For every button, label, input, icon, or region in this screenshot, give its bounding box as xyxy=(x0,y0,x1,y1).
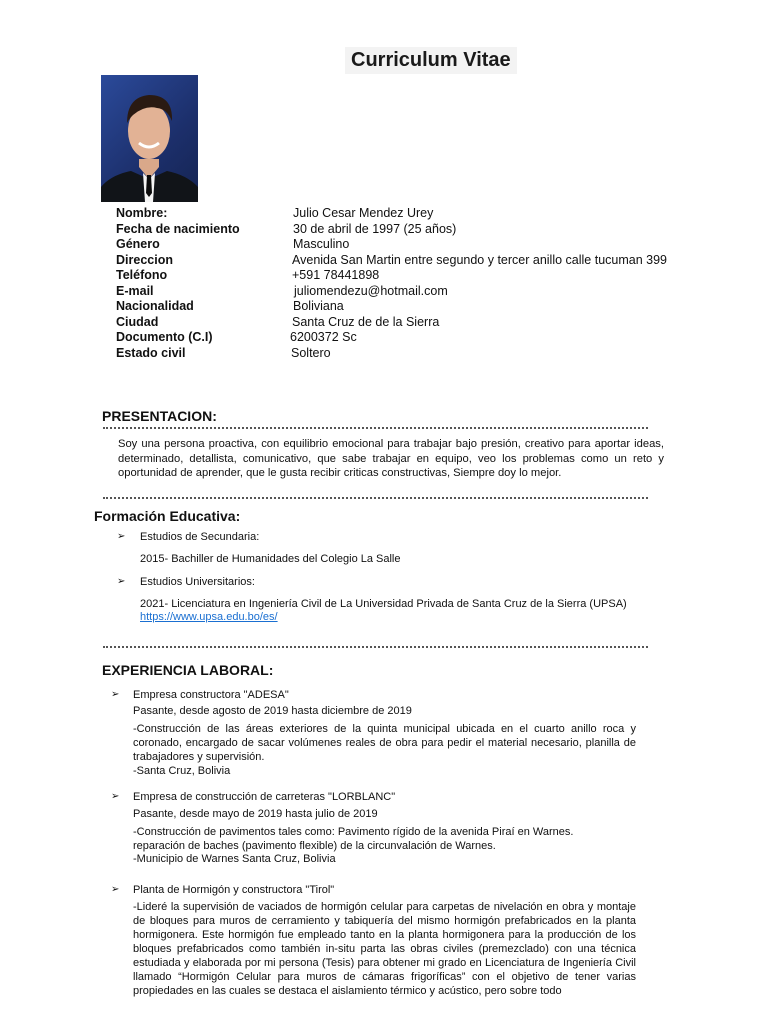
arrow-bullet-icon: ➢ xyxy=(117,531,126,542)
job-period: Pasante, desde agosto de 2019 hasta diciembre de 2019 xyxy=(133,705,412,717)
experiencia-heading: EXPERIENCIA LABORAL: xyxy=(102,662,274,678)
job-period: Pasante, desde mayo de 2019 hasta julio de 2019 xyxy=(133,808,378,820)
education-detail: 2021- Licenciatura en Ingeniería Civil de La Universidad Privada de Santa Cruz de la Sierra (UPSA) xyxy=(140,598,627,610)
job-description: -Construcción de las áreas exteriores de la quinta municipal ubicada en el cuarto anillo roca y coronado, encargado de sacar volúmenes reales de obra para pedir el material necesario, planilla de trabajadores y supervisión. xyxy=(133,723,636,763)
info-label: Género xyxy=(116,237,160,251)
info-row-email xyxy=(0,284,768,300)
arrow-bullet-icon: ➢ xyxy=(117,576,126,587)
info-row-genero xyxy=(0,237,768,253)
info-value: Masculino xyxy=(293,237,350,251)
arrow-bullet-icon: ➢ xyxy=(111,791,120,802)
upsa-link[interactable]: https://www.upsa.edu.bo/es/ xyxy=(140,611,278,623)
job-company: Empresa de construcción de carreteras "LORBLANC" xyxy=(133,791,396,803)
info-label: Teléfono xyxy=(116,268,168,282)
divider xyxy=(103,497,648,499)
job-description: -Construcción de pavimentos tales como: Pavimento rígido de la avenida Piraí en Warnes. reparación de baches (pavimento flexible) de la circunvalación de Warnes. xyxy=(133,826,574,852)
info-row-telefono xyxy=(0,268,768,284)
job-description: -Lideré la supervisión de vaciados de hormigón celular para carpetas de nivelación en obra y montaje de bloques para muros de cerramiento y tabiquería del mismo hormigón prefabricados en la planta hormigonera. Este hormigón fue empleado tanto en la planta hormigonera para la producción de los bloques prefabricados como también in-situ parta las obras civiles (premezclado) con una técnica estudiada y elaborada por mi persona (Tesis) para obtener mi grado en Licenciatura de Ingeniería Civil llamado “Hormigón Celular para muros de cámaras frigoríficas” con el objetivo de tener varias propiedades en las cuales se destaca el aislamiento térmico y acústico, pero sobre todo xyxy=(133,901,636,997)
info-label: Estado civil xyxy=(116,345,186,360)
email-link[interactable]: juliomendezu@hotmail.com xyxy=(294,283,448,298)
info-value: +591 78441898 xyxy=(292,268,380,282)
info-row-direccion xyxy=(0,253,768,269)
person-portrait-icon xyxy=(101,75,198,202)
profile-photo xyxy=(101,75,198,202)
presentacion-heading: PRESENTACION: xyxy=(102,408,217,424)
info-row-documento xyxy=(0,330,768,346)
presentacion-text: Soy una persona proactiva, con equilibrio emocional para trabajar bajo presión, creativo para aportar ideas, determinado, detallista, comunicativo, que sabe trabajar en equipo, veo los problemas como un reto y oportunidad de aprender, que le gusta recibir criticas constructivas, Siempre doy lo mejor. xyxy=(118,438,664,479)
info-value: Boliviana xyxy=(293,299,344,313)
info-row-nombre xyxy=(0,206,768,222)
arrow-bullet-icon: ➢ xyxy=(111,884,120,895)
info-value: Avenida San Martin entre segundo y tercer anillo calle tucuman 399 xyxy=(292,252,667,267)
page-title: Curriculum Vitae xyxy=(345,47,517,74)
job-location: -Municipio de Warnes Santa Cruz, Bolivia xyxy=(133,853,336,865)
info-row-nacionalidad xyxy=(0,299,768,315)
info-label: E-mail xyxy=(116,283,154,298)
job-company: Planta de Hormigón y constructora "Tirol" xyxy=(133,884,335,896)
job-company: Empresa constructora "ADESA" xyxy=(133,689,289,701)
info-value: 6200372 Sc xyxy=(290,330,357,344)
formacion-heading: Formación Educativa: xyxy=(94,508,241,524)
info-label: Nombre: xyxy=(116,206,168,220)
info-row-estado-civil xyxy=(0,346,768,362)
education-detail: 2015- Bachiller de Humanidades del Colegio La Salle xyxy=(140,553,401,565)
divider xyxy=(103,427,648,429)
info-value: Soltero xyxy=(291,345,331,360)
education-title: Estudios Universitarios: xyxy=(140,576,255,588)
info-value: Julio Cesar Mendez Urey xyxy=(293,206,434,220)
info-value: 30 de abril de 1997 (25 años) xyxy=(293,221,457,236)
info-label: Nacionalidad xyxy=(116,299,194,313)
education-title: Estudios de Secundaria: xyxy=(140,531,260,543)
info-value: Santa Cruz de de la Sierra xyxy=(292,314,440,329)
info-row-fecha xyxy=(0,222,768,238)
info-label: Documento (C.I) xyxy=(116,330,213,344)
arrow-bullet-icon: ➢ xyxy=(111,689,120,700)
divider xyxy=(103,646,648,648)
info-row-ciudad xyxy=(0,315,768,331)
info-label: Direccion xyxy=(116,252,173,267)
job-location: -Santa Cruz, Bolivia xyxy=(133,765,231,777)
info-label: Fecha de nacimiento xyxy=(116,221,240,236)
info-label: Ciudad xyxy=(116,314,159,329)
